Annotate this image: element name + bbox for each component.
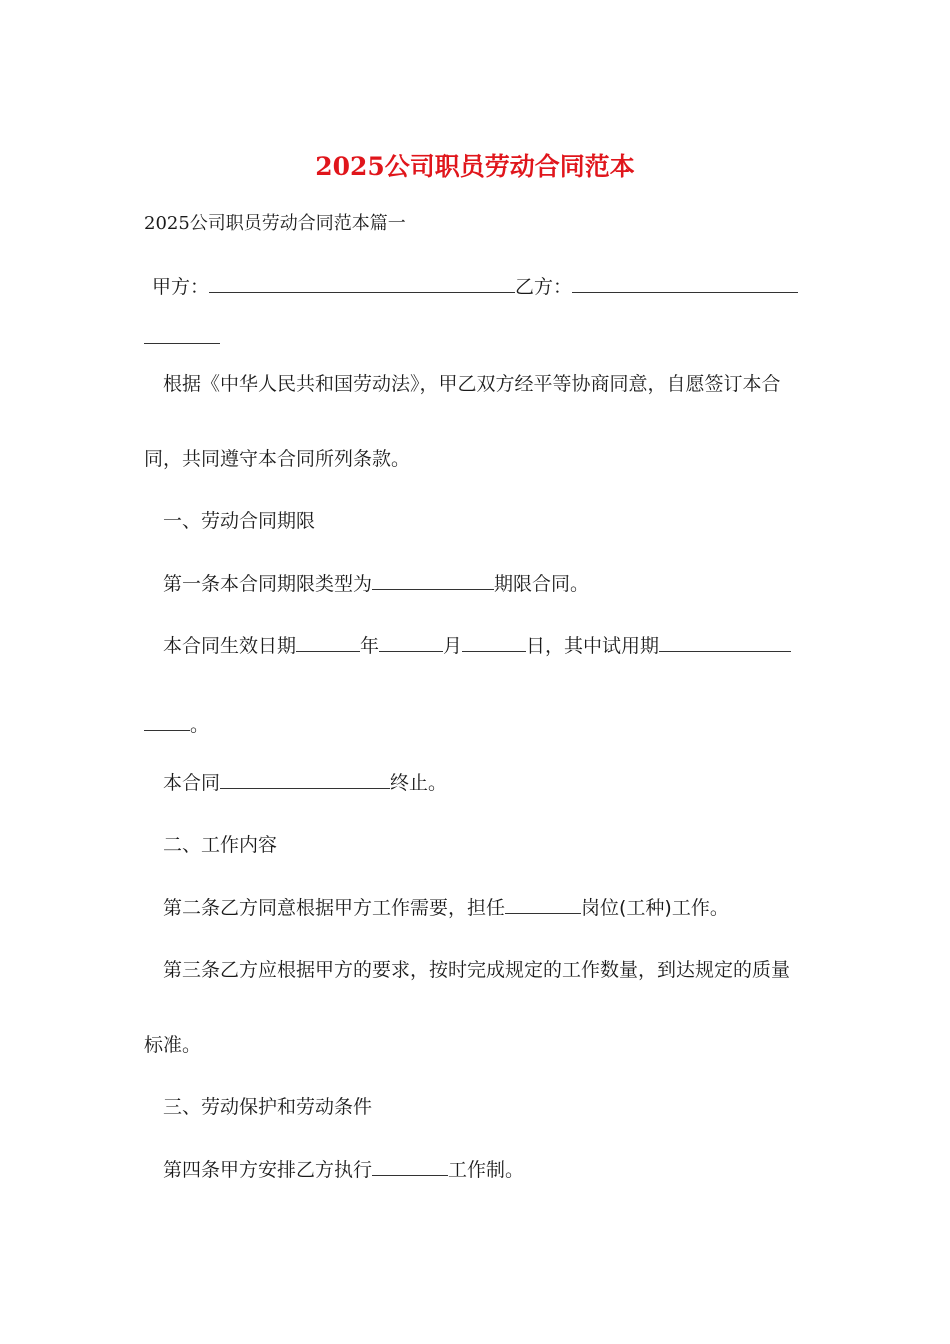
article-1: [163, 571, 589, 597]
trial-period-blank: [659, 633, 791, 652]
year-blank: [296, 633, 360, 652]
party-b-blank-cont-line: [144, 325, 220, 351]
party-b-blank-continued: [144, 325, 220, 344]
contract-type-blank: [372, 571, 494, 590]
article-1-prefix: 第一条本合同期限类型为: [163, 573, 373, 595]
document-title: 2025公司职员劳动合同范本: [315, 152, 635, 181]
section-2-heading: 二、工作内容: [163, 834, 278, 856]
month-label: 月: [443, 635, 463, 657]
party-b-blank: [572, 274, 798, 293]
termination-suffix: 终止。: [390, 772, 448, 794]
article-2-suffix: 岗位(工种)工作。: [581, 897, 729, 919]
parties-line: [152, 274, 798, 300]
termination-prefix: 本合同: [163, 772, 221, 794]
party-a-label: 甲方：: [152, 276, 210, 298]
document-subtitle: 2025公司职员劳动合同范本篇一: [144, 213, 406, 234]
position-blank: [505, 895, 581, 914]
article-4: [163, 1157, 524, 1183]
section-3-heading: 三、劳动保护和劳动条件: [163, 1096, 373, 1118]
effective-date-prefix: 本合同生效日期: [163, 635, 297, 657]
article-3-line-2: 标准。: [144, 1034, 202, 1056]
article-2: [163, 895, 729, 921]
work-system-blank: [372, 1157, 448, 1176]
trial-period-line: [144, 712, 209, 738]
article-4-suffix: 工作制。: [448, 1159, 525, 1181]
trial-period-end: 。: [190, 714, 210, 736]
trial-period-blank-continued: [144, 712, 190, 731]
intro-line-1: 根据《中华人民共和国劳动法》，甲乙双方经平等协商同意，自愿签订本合: [163, 373, 781, 395]
article-4-prefix: 第四条甲方安排乙方执行: [163, 1159, 373, 1181]
termination-blank: [220, 770, 390, 789]
section-1-heading: 一、劳动合同期限: [163, 510, 316, 532]
termination-line: [163, 770, 447, 796]
day-label: 日，其中试用期: [526, 635, 660, 657]
effective-date-line: [163, 633, 791, 659]
article-2-prefix: 第二条乙方同意根据甲方工作需要，担任: [163, 897, 506, 919]
article-3-line-1: 第三条乙方应根据甲方的要求，按时完成规定的工作数量，到达规定的质量: [163, 959, 791, 981]
intro-line-2: 同，共同遵守本合同所列条款。: [144, 448, 411, 470]
month-blank: [379, 633, 443, 652]
day-blank: [462, 633, 526, 652]
article-1-suffix: 期限合同。: [494, 573, 590, 595]
party-a-blank: [209, 274, 515, 293]
year-label: 年: [360, 635, 380, 657]
party-b-label: 乙方：: [515, 276, 573, 298]
